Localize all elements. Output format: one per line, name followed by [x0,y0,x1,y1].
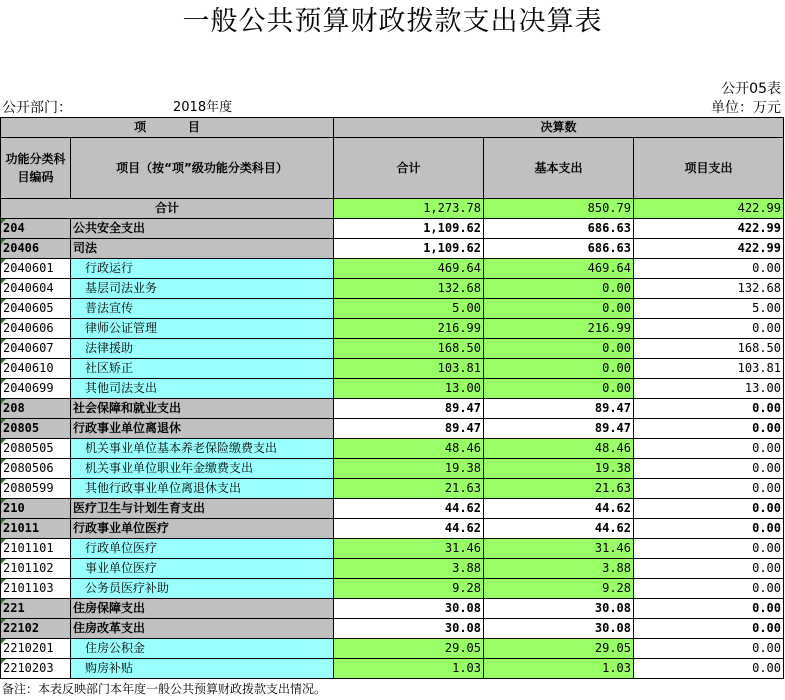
table-row [1,599,784,619]
row-project: 422.99 [634,219,784,239]
row-name: 普法宣传 [71,299,334,319]
row-total: 89.47 [334,399,484,419]
table-row [1,239,784,259]
table-row [1,339,784,359]
row-code: 2040610 [1,359,71,379]
row-name: 行政事业单位医疗 [71,519,334,539]
row-basic: 3.88 [484,559,634,579]
row-project: 0.00 [634,559,784,579]
row-name: 社会保障和就业支出 [71,399,334,419]
row-name: 购房补贴 [71,659,334,679]
row-project: 0.00 [634,599,784,619]
row-project: 13.00 [634,379,784,399]
row-code: 221 [1,599,71,619]
row-total: 1,109.62 [334,219,484,239]
row-name: 机关事业单位基本养老保险缴费支出 [71,439,334,459]
row-basic: 0.00 [484,339,634,359]
row-project: 0.00 [634,399,784,419]
total-row-label: 合计 [1,199,334,219]
code-column-header: 功能分类科目编码 [1,138,71,199]
form-number: 公开05表 [721,81,781,97]
row-total: 30.08 [334,619,484,639]
row-code: 2101102 [1,559,71,579]
row-name: 住房公积金 [71,639,334,659]
item-column-header: 项目（按“项”级功能分类科目） [71,138,334,199]
total-row [1,199,784,219]
row-project: 0.00 [634,619,784,639]
row-total: 30.08 [334,599,484,619]
total-row-total: 1,273.78 [334,199,484,219]
report-title: 一般公共预算财政拨款支出决算表 [182,6,603,37]
row-project: 0.00 [634,439,784,459]
table-row [1,259,784,279]
row-total: 44.62 [334,499,484,519]
row-basic: 29.05 [484,639,634,659]
row-project: 0.00 [634,499,784,519]
table-row [1,619,784,639]
row-name: 公共安全支出 [71,219,334,239]
row-name: 事业单位医疗 [71,559,334,579]
table-row [1,439,784,459]
row-code: 2040607 [1,339,71,359]
row-basic: 44.62 [484,519,634,539]
row-project: 0.00 [634,639,784,659]
row-total: 3.88 [334,559,484,579]
row-basic: 30.08 [484,619,634,639]
row-basic: 21.63 [484,479,634,499]
row-code: 21011 [1,519,71,539]
row-name: 社区矫正 [71,359,334,379]
row-basic: 89.47 [484,419,634,439]
total-row-basic: 850.79 [484,199,634,219]
row-total: 89.47 [334,419,484,439]
table-row [1,299,784,319]
table-row [1,419,784,439]
row-project: 0.00 [634,419,784,439]
table-row [1,559,784,579]
row-code: 22102 [1,619,71,639]
row-code: 20805 [1,419,71,439]
row-basic: 0.00 [484,279,634,299]
row-name: 行政事业单位离退休 [71,419,334,439]
row-name: 律师公证管理 [71,319,334,339]
row-total: 132.68 [334,279,484,299]
row-project: 0.00 [634,479,784,499]
row-total: 1,109.62 [334,239,484,259]
row-code: 2040606 [1,319,71,339]
row-code: 2210203 [1,659,71,679]
row-total: 1.03 [334,659,484,679]
row-total: 469.64 [334,259,484,279]
row-code: 2040699 [1,379,71,399]
row-code: 2040605 [1,299,71,319]
row-project: 0.00 [634,539,784,559]
item-group-header: 项 目 [1,118,334,138]
project-column-header: 项目支出 [634,138,784,199]
row-project: 0.00 [634,579,784,599]
row-code: 208 [1,399,71,419]
row-basic: 0.00 [484,379,634,399]
row-project: 132.68 [634,279,784,299]
table-row [1,359,784,379]
table-row [1,399,784,419]
row-project: 0.00 [634,259,784,279]
row-total: 216.99 [334,319,484,339]
row-basic: 469.64 [484,259,634,279]
row-name: 其他行政事业单位离退休支出 [71,479,334,499]
department-label: 公开部门： [2,100,72,116]
table-row [1,639,784,659]
row-project: 0.00 [634,659,784,679]
table-row [1,319,784,339]
row-basic: 30.08 [484,599,634,619]
total-row-project: 422.99 [634,199,784,219]
row-code: 210 [1,499,71,519]
total-column-header: 合计 [334,138,484,199]
row-total: 13.00 [334,379,484,399]
row-total: 21.63 [334,479,484,499]
row-code: 2210201 [1,639,71,659]
row-code: 204 [1,219,71,239]
row-basic: 0.00 [484,299,634,319]
row-project: 0.00 [634,319,784,339]
row-total: 31.46 [334,539,484,559]
row-name: 司法 [71,239,334,259]
row-code: 2080505 [1,439,71,459]
row-code: 20406 [1,239,71,259]
row-code: 2080599 [1,479,71,499]
row-name: 医疗卫生与计划生育支出 [71,499,334,519]
row-project: 168.50 [634,339,784,359]
expenditure-table [0,117,784,679]
row-basic: 216.99 [484,319,634,339]
row-total: 48.46 [334,439,484,459]
row-name: 住房改革支出 [71,619,334,639]
table-row [1,459,784,479]
row-total: 5.00 [334,299,484,319]
table-row [1,579,784,599]
fiscal-year: 2018年度 [173,100,233,115]
row-total: 103.81 [334,359,484,379]
row-code: 2101101 [1,539,71,559]
budget-group-header: 决算数 [334,118,784,138]
row-basic: 19.38 [484,459,634,479]
row-basic: 686.63 [484,219,634,239]
row-code: 2040601 [1,259,71,279]
row-project: 0.00 [634,519,784,539]
row-project: 103.81 [634,359,784,379]
row-name: 机关事业单位职业年金缴费支出 [71,459,334,479]
row-basic: 1.03 [484,659,634,679]
table-row [1,499,784,519]
row-total: 44.62 [334,519,484,539]
row-basic: 48.46 [484,439,634,459]
table-row [1,279,784,299]
row-code: 2101103 [1,579,71,599]
row-basic: 31.46 [484,539,634,559]
table-row [1,539,784,559]
row-total: 168.50 [334,339,484,359]
row-name: 住房保障支出 [71,599,334,619]
row-code: 2080506 [1,459,71,479]
row-name: 基层司法业务 [71,279,334,299]
row-total: 19.38 [334,459,484,479]
row-name: 行政运行 [71,259,334,279]
row-name: 公务员医疗补助 [71,579,334,599]
row-basic: 9.28 [484,579,634,599]
row-total: 29.05 [334,639,484,659]
basic-column-header: 基本支出 [484,138,634,199]
row-code: 2040604 [1,279,71,299]
row-total: 9.28 [334,579,484,599]
row-name: 其他司法支出 [71,379,334,399]
row-project: 422.99 [634,239,784,259]
table-row [1,519,784,539]
row-basic: 44.62 [484,499,634,519]
unit-label: 单位：万元 [711,100,781,116]
table-row [1,479,784,499]
table-row [1,379,784,399]
table-row [1,219,784,239]
footnote: 备注：本表反映部门本年度一般公共预算财政拨款支出情况。 [2,682,327,696]
row-basic: 89.47 [484,399,634,419]
row-name: 行政单位医疗 [71,539,334,559]
row-name: 法律援助 [71,339,334,359]
row-basic: 686.63 [484,239,634,259]
row-project: 5.00 [634,299,784,319]
row-project: 0.00 [634,459,784,479]
table-row [1,659,784,679]
row-basic: 0.00 [484,359,634,379]
